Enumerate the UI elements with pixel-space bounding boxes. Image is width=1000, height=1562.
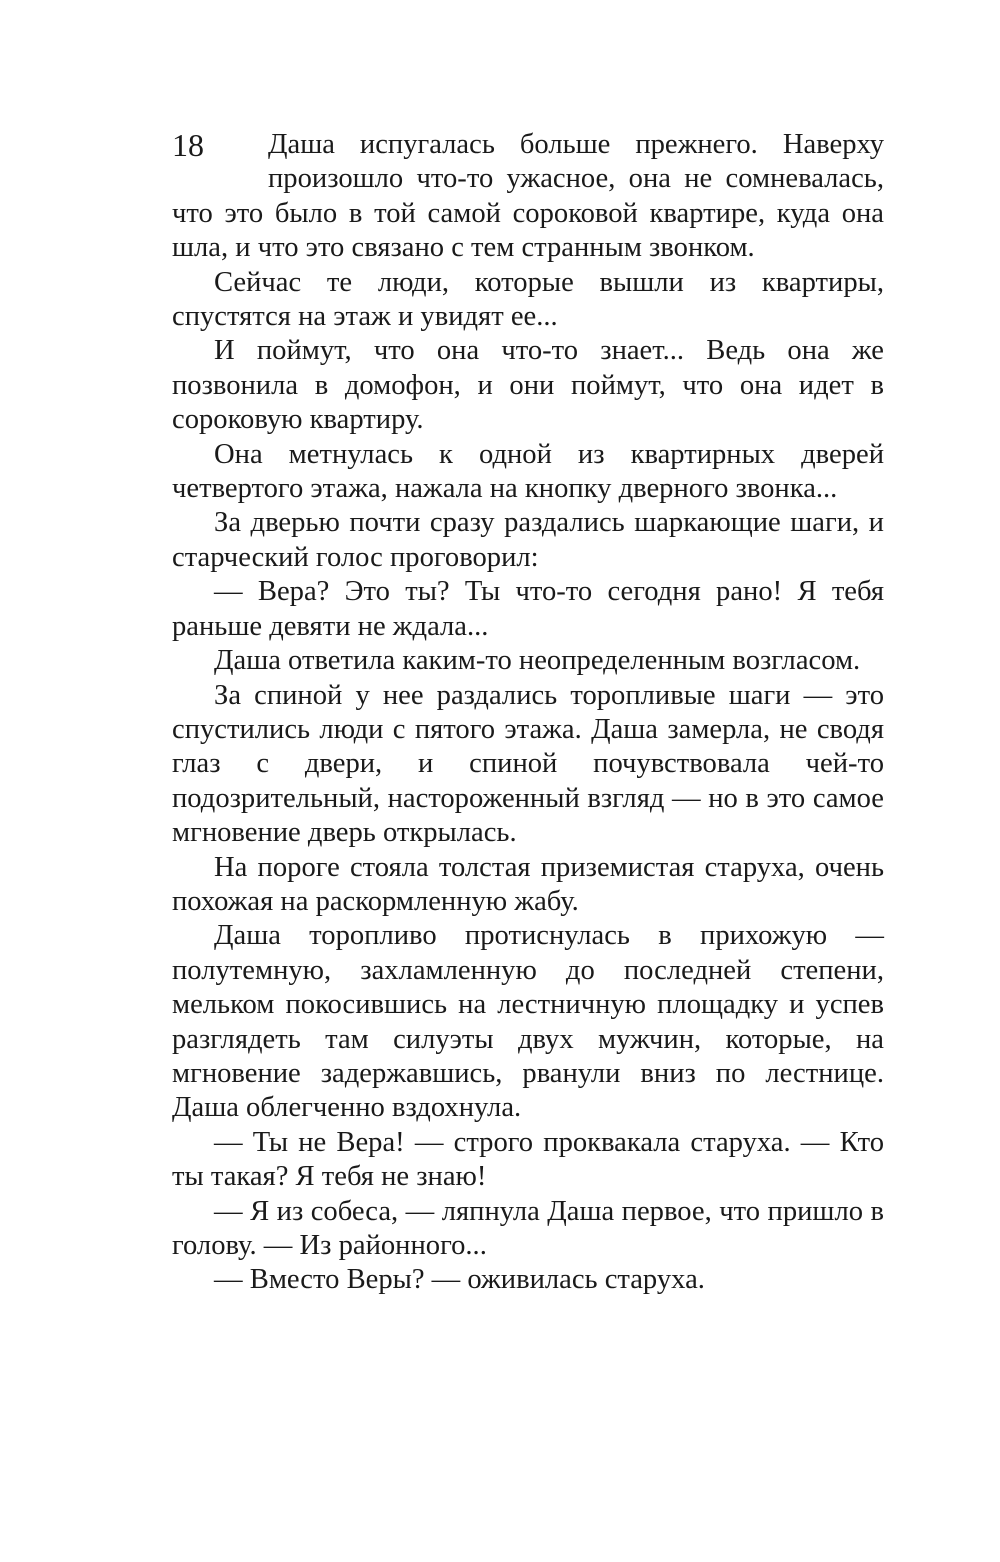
paragraph-7: Даша ответила каким-то неопределенным возгласом. [214, 645, 861, 677]
paragraph-3: И поймут, что она что-то знает... Ведь она же позвонила в домофон, и они поймут, что она идет в сороковую квартиру. [172, 335, 884, 436]
paragraph-6: — Вера? Это ты? Ты что-то сегодня рано! Я тебя раньше девяти не ждала... [172, 576, 884, 642]
paragraph-1: Даша испугалась больше прежнего. Наверху произошло что-то ужасное, она не сомневалась, что это было в той самой сороковой квартире, куда она шла, и что это связано с тем странным звонком. [172, 129, 884, 264]
body-text [172, 128, 884, 1298]
paragraph-10: Даша торопливо протиснулась в прихожую — полутемную, захламленную до последней степени, мельком покосившись на лестничную площадку и успев разглядеть там силуэты двух мужчин, которые, на мгновение задержавшись, рванули вниз по лестнице. Даша облегченно вздохнула. [172, 920, 884, 1124]
paragraph-8: За спиной у нее раздались торопливые шаги — это спустились люди с пятого этажа. Даша замерла, не сводя глаз с двери, и спиной почувствовала чей-то подозрительный, настороженный взгляд — но в это самое мгновение дверь открылась. [172, 679, 884, 849]
paragraph-13: — Вместо Веры? — оживилась старуха. [214, 1264, 705, 1296]
paragraph-9: На пороге стояла толстая приземистая старуха, очень похожая на раскормленную жабу. [172, 851, 884, 917]
page-number: 18 [172, 127, 204, 163]
paragraph-2: Сейчас те люди, которые вышли из квартиры, спустятся на этаж и увидят ее... [172, 266, 884, 333]
paragraph-4: Она метнулась к одной из квартирных дверей четвертого этажа, нажала на кнопку дверного звонка... [172, 438, 884, 505]
paragraph-5: За дверью почти сразу раздались шаркающие шаги, и старческий голос проговорил: [172, 507, 884, 573]
paragraph-12: — Я из собеса, — ляпнула Даша первое, что пришло в голову. — Из районного... [172, 1195, 884, 1261]
paragraph-11: — Ты не Вера! — строго проквакала старуха. — Кто ты такая? Я тебя не знаю! [172, 1126, 884, 1193]
